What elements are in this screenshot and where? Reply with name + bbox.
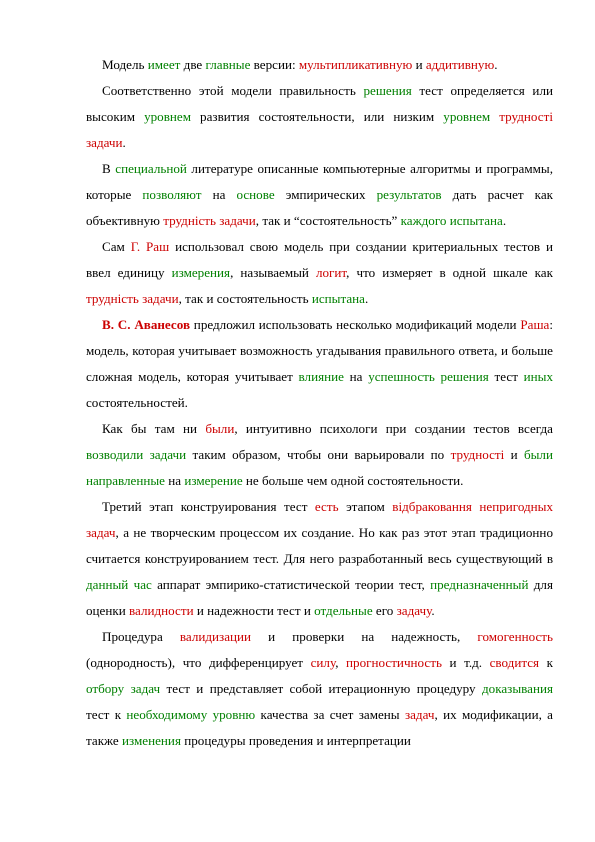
highlighted-term: каждого [400, 213, 447, 228]
text-run: и т.д. [441, 655, 490, 670]
highlighted-term: логит [315, 265, 347, 280]
text-run: к [539, 655, 554, 670]
text-run: использовал свою модель при создании критериальных тестов и ввел единицу [86, 239, 553, 280]
paragraph [86, 234, 553, 312]
text-run: . [502, 213, 507, 228]
text-run: тест [488, 369, 524, 384]
text-run: . [494, 57, 498, 72]
highlighted-term: позволяют [142, 187, 202, 202]
text-run: Сам [102, 239, 131, 254]
text-run: на [165, 473, 185, 488]
text-run: и [412, 57, 426, 72]
text-run: процедуры проведения и интерпретации [180, 733, 411, 748]
text-run: . [431, 603, 435, 618]
text-run: и [504, 447, 524, 462]
highlighted-term: были направленные [86, 447, 553, 488]
text-run: две [180, 57, 206, 72]
paragraph [86, 78, 553, 156]
highlighted-term: В. С. Аванесов [102, 317, 191, 332]
highlighted-term: трудності [450, 447, 505, 462]
highlighted-term: отдельные [314, 603, 373, 618]
text-run: аппарат эмпирико-статистической теории тест, [151, 577, 431, 592]
highlighted-term: успешность решения [368, 369, 489, 384]
text-run: состоятельностей. [86, 395, 188, 410]
text-run: Процедура [102, 629, 180, 644]
text-run: Как бы там ни [102, 421, 206, 436]
highlighted-term: специальной [115, 161, 187, 176]
highlighted-term: доказывания [481, 681, 553, 696]
highlighted-term: предназначенный [430, 577, 529, 592]
highlighted-term: результатов [376, 187, 442, 202]
text-run: , так и состоятельность [178, 291, 312, 306]
text-run: , [335, 655, 347, 670]
text-run: (однородность), что дифференцирует [86, 655, 311, 670]
highlighted-term: были [205, 421, 235, 436]
text-run: предложил использовать несколько модификаций модели [190, 317, 521, 332]
text-run: В [102, 161, 116, 176]
highlighted-term: гомогенность [477, 629, 553, 644]
highlighted-term: данный час [86, 577, 152, 592]
text-run: , что измеряет в одной шкале как [346, 265, 553, 280]
paragraph [86, 494, 553, 624]
text-run: и проверки на надежность, [251, 629, 478, 644]
text-run: . [122, 135, 126, 150]
highlighted-term: задачу [396, 603, 432, 618]
highlighted-term: главные [205, 57, 251, 72]
text-run: не больше чем одной состоятельности. [242, 473, 464, 488]
text-run: , их модификации, а также [86, 707, 553, 748]
paragraph [86, 416, 553, 494]
highlighted-term: испытана [311, 291, 365, 306]
text-run: , так и “состоятельность” [255, 213, 401, 228]
text-run: . [364, 291, 369, 306]
highlighted-term: задач [404, 707, 435, 722]
highlighted-term: изменения [122, 733, 181, 748]
text-run: тест определяется или высоким [86, 83, 553, 124]
highlighted-term: відбраковання непригодных задач [86, 499, 553, 540]
highlighted-term: Г. Раш [130, 239, 170, 254]
text-run: его [372, 603, 397, 618]
highlighted-term: трудність задачи [86, 291, 179, 306]
text-run: Модель [102, 57, 148, 72]
highlighted-term: измерения [171, 265, 231, 280]
text-run: , называемый [230, 265, 316, 280]
text-run: : модель, которая учитывает возможность угадывания правильного ответа, и больше сложная модель, которая учитывает [86, 317, 553, 384]
highlighted-term: влияние [298, 369, 344, 384]
highlighted-term: измерение [184, 473, 243, 488]
paragraph [86, 156, 553, 234]
text-run: Соответственно этой модели правильность [102, 83, 364, 98]
highlighted-term: решения [363, 83, 412, 98]
highlighted-term: иных [523, 369, 553, 384]
text-run: тест и представляет собой итерационную процедуру [160, 681, 482, 696]
highlighted-term: мультипликативную [298, 57, 413, 72]
paragraph [86, 52, 553, 78]
highlighted-term: уровнем [144, 109, 191, 124]
text-run: качества за счет замены [255, 707, 405, 722]
text-run: таким образом, чтобы они варьировали по [186, 447, 451, 462]
text-run: развития состоятельности, или низким [191, 109, 444, 124]
highlighted-term: валидности [129, 603, 194, 618]
text-run: литературе описанные компьютерные алгоритмы и программы, которые [86, 161, 553, 202]
text-run: эмпирических [274, 187, 377, 202]
text-run: , а не творческим процессом их создание. Но как раз этот этап традиционно считается конструированием тест. Для него разработанный весь существующий в [86, 525, 553, 566]
highlighted-term: сводится [489, 655, 540, 670]
highlighted-term: силу [310, 655, 336, 670]
highlighted-term: есть [314, 499, 339, 514]
text-run: Третий этап конструирования тест [102, 499, 315, 514]
text-run: версии: [250, 57, 299, 72]
highlighted-term: аддитивную [425, 57, 495, 72]
highlighted-term: испытана [449, 213, 503, 228]
text-run: на [343, 369, 369, 384]
document-body [86, 52, 553, 754]
highlighted-term: возводили задачи [86, 447, 187, 462]
text-run: этапом [338, 499, 393, 514]
paragraph [86, 312, 553, 416]
highlighted-term: прогностичность [346, 655, 442, 670]
highlighted-term: валидизации [179, 629, 252, 644]
text-run: и надежности тест и [193, 603, 315, 618]
highlighted-term: трудність задачи [163, 213, 256, 228]
highlighted-term: уровнем [443, 109, 491, 124]
text-run: на [201, 187, 237, 202]
paragraph [86, 624, 553, 754]
highlighted-term: Раша [520, 317, 550, 332]
text-run: , интуитивно психологи при создании тестов всегда [234, 421, 553, 436]
highlighted-term: трудності задачи [86, 109, 553, 150]
highlighted-term: основе [236, 187, 275, 202]
highlighted-term: имеет [147, 57, 181, 72]
text-run: дать расчет как объективную [86, 187, 554, 228]
highlighted-term: необходимому уровню [126, 707, 256, 722]
text-run [490, 109, 499, 124]
text-run: для оценки [86, 577, 553, 618]
text-run: тест к [86, 707, 127, 722]
highlighted-term: отбору задач [86, 681, 161, 696]
